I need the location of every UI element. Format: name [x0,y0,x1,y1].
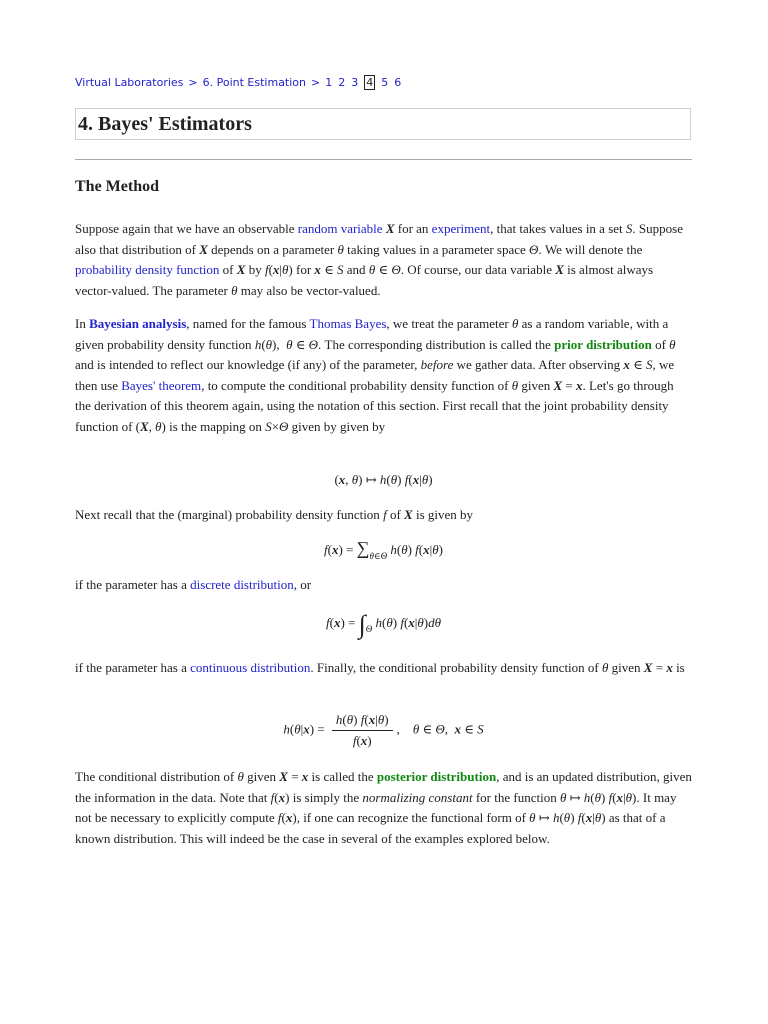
section-title: The Method [75,178,159,195]
posterior-distribution-term: posterior distribution [376,769,497,784]
divider [75,159,692,160]
paragraph-posterior: The conditional distribution of θ given X = x is called the posterior distribution, and is an updated distribution, given the information in the data. Note that f(x) is simply the normalizing constant for the function θ ↦ h(θ) f(x|θ). It may not be necessary to explicitly compute f(x), if one can recognize the functional form of θ ↦ h(θ) f(x|θ) as that of a known distribution. This will indeed be the case in several of the examples explored below. [75,769,692,846]
breadcrumb [75,76,407,89]
breadcrumb-separator: > [311,76,321,89]
page-title-box [75,108,691,140]
paragraph-bayesian: In Bayesian analysis, named for the famous Thomas Bayes, we treat the parameter θ as a random variable, with a given probability density function h(θ), θ ∈ Θ. The corresponding distribution is called the prior distribution of θ and is intended to reflect our knowledge (if any) of the parameter, before we gather data. After observing x ∈ S, we then use Bayes' theorem, to compute the conditional probability density function of θ given X = x. Let's go through the derivation of this theorem again, using the notation of this section. First recall that the joint probability density function of (X, θ) is the mapping on S×Θ given by given by [75,316,676,434]
discrete-distribution-link[interactable]: discrete distribution [190,577,294,592]
breadcrumb-chapter-link[interactable]: 6. Point Estimation [202,76,307,89]
bayesian-analysis-link[interactable]: Bayesian analysis [89,316,187,331]
equation-joint-density: (x, θ) ↦ h(θ) f(x|θ) [334,472,433,487]
page-link-2[interactable]: 2 [338,76,346,89]
bayes-theorem-link[interactable]: Bayes' theorem [121,377,202,393]
thomas-bayes-link[interactable]: Thomas Bayes [309,316,387,331]
paragraph-intro: Suppose again that we have an observable random variable X for an experiment, that takes values in a set S. Suppose also that distribution of X depends on a parameter θ taking values in a parameter space Θ. We will denote the probability density function of X by f(x|θ) for x ∈ S and θ ∈ Θ. Of course, our data variable X is almost always vector-valued. The parameter θ may also be vector-valued. [75,221,683,298]
page-title: 4. Bayes' Estimators [78,113,252,135]
pdf-link[interactable]: probability density function [75,262,220,277]
equation-marginal-discrete: $f(x) = \sum_{\theta\in\Theta}$ h(θ) f(x|θ) [324,538,443,561]
page-link-6[interactable]: 6 [394,76,402,89]
experiment-link[interactable]: experiment [431,221,491,236]
paragraph-marginal: Next recall that the (marginal) probability density function f of X is given by [75,507,474,522]
equation-marginal-continuous: $f(x) = \int_\Theta$ h(θ) f(x|θ)dθ [325,610,442,639]
current-page-indicator: 4 [366,76,374,89]
paragraph-discrete: if the parameter has a discrete distribution, or [75,577,312,592]
prior-distribution-term: prior distribution [554,336,652,352]
continuous-distribution-link[interactable]: continuous distribution [190,660,311,675]
page-link-3[interactable]: 3 [351,76,359,89]
breadcrumb-root-link[interactable]: Virtual Laboratories [75,76,184,89]
paragraph-continuous: if the parameter has a continuous distribution. Finally, the conditional probability density function of θ given X = x is [75,660,685,675]
random-variable-link[interactable]: random variable [297,221,383,236]
page-link-5[interactable]: 5 [381,76,389,89]
equation-posterior: h(θ|x) = $\frac{h(\theta) f(x|\theta)}{f(x)}$ , θ ∈ Θ, x ∈ S [283,712,484,748]
breadcrumb-separator: > [188,76,198,89]
page-link-1[interactable]: 1 [325,76,333,89]
